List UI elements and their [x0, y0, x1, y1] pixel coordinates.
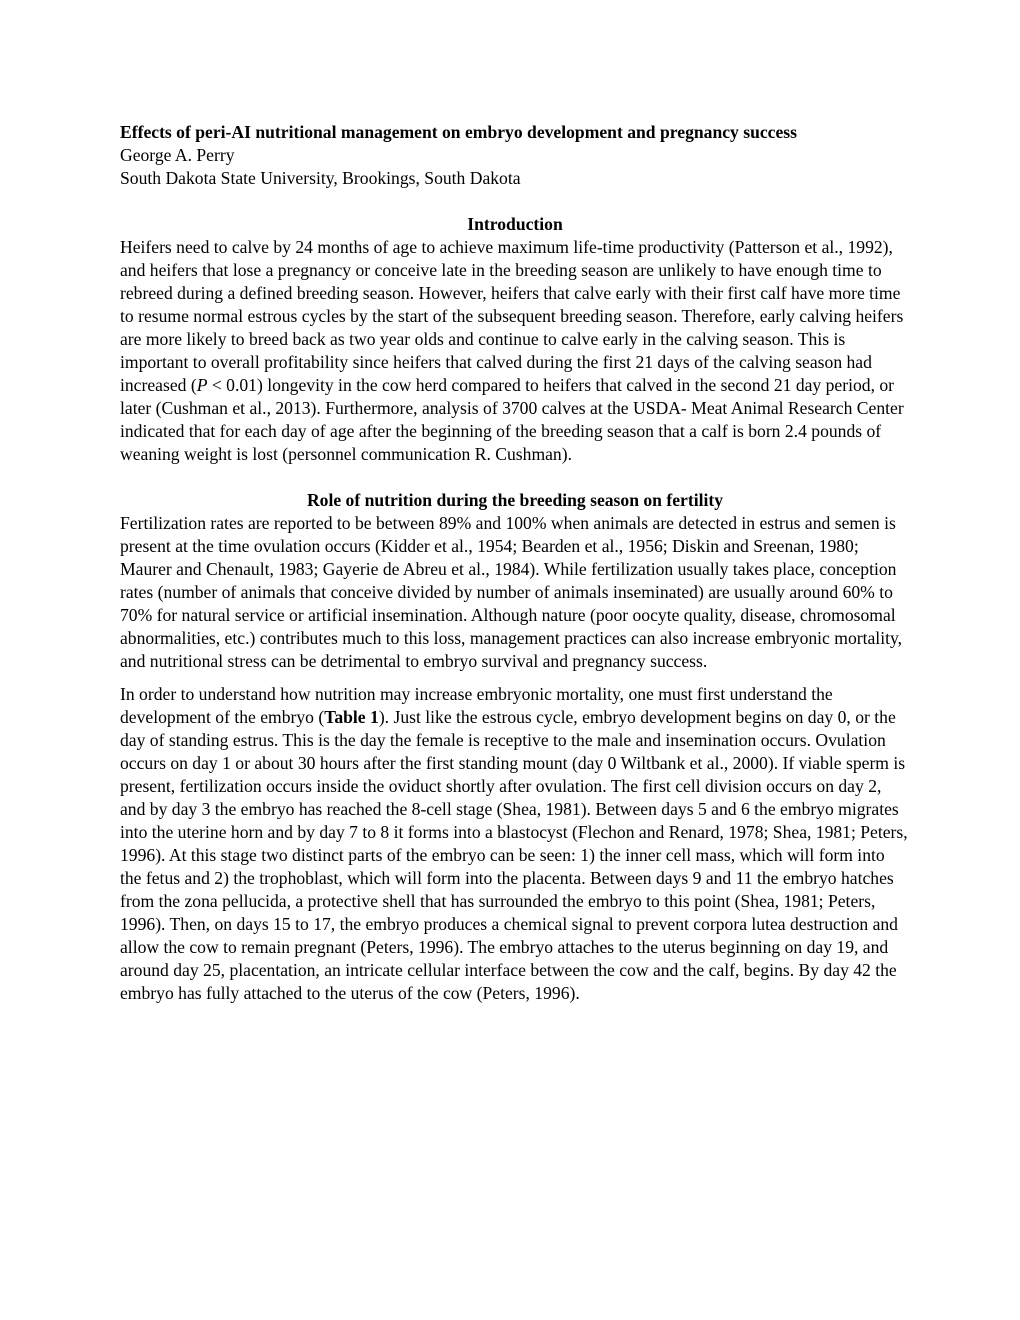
document-page: [120, 121, 910, 1005]
author-affiliation: South Dakota State University, Brookings, South Dakota: [120, 168, 521, 188]
document-title: Effects of peri-AI nutritional management on embryo development and pregnancy success: [120, 122, 797, 142]
introduction-paragraph: [120, 236, 910, 466]
nutrition-section-heading: Role of nutrition during the breeding season on fertility: [306, 490, 724, 510]
introduction-text-part-2: < 0.01) longevity in the cow herd compared to heifers that calved in the second 21 day period, or later (Cushman et al., 2013). Furthermore, analysis of 3700 calves at the USDA- Meat Animal Research Center indicated that for each day of age after the beginning of the breeding season that a calf is born 2.4 pounds of weaning weight is lost (personnel communication R. Cushman).: [120, 375, 904, 464]
table-reference: Table 1: [324, 707, 379, 727]
embryo-text-part-2: ). Just like the estrous cycle, embryo development begins on day 0, or the day of standing estrus. This is the day the female is receptive to the male and insemination occurs. Ovulation occurs on day 1 or about 30 hours after the first standing mount (day 0 Wiltbank et al., 2000). If viable sperm is present, fertilization occurs inside the oviduct shortly after ovulation. The first cell division occurs on day 2, and by day 3 the embryo has reached the 8-cell stage (Shea, 1981). Between days 5 and 6 the embryo migrates into the uterine horn and by day 7 to 8 it forms into a blastocyst (Flechon and Renard, 1978; Shea, 1981; Peters, 1996). At this stage two distinct parts of the embryo can be seen: 1) the inner cell mass, which will form into the fetus and 2) the trophoblast, which will form into the placenta. Between days 9 and 11 the embryo hatches from the zona pellucida, a protective shell that has surrounded the embryo to this point (Shea, 1981; Peters, 1996). Then, on days 15 to 17, the embryo produces a chemical signal to prevent corpora lutea destruction and allow the cow to remain pregnant (Peters, 1996). The embryo attaches to the uterus beginning on day 19, and around day 25, placentation, an intricate cellular interface between the cow and the calf, begins. By day 42 the embryo has fully attached to the uterus of the cow (Peters, 1996).: [120, 707, 908, 1003]
spacer: [120, 673, 910, 683]
embryo-text-part-1: In order to understand how nutrition may increase embryonic mortality, one must first understand the development of the embryo (: [120, 684, 833, 727]
embryo-development-paragraph: [120, 683, 910, 1005]
author-name: George A. Perry: [120, 145, 235, 165]
introduction-text-part-1: Heifers need to calve by 24 months of age to achieve maximum life-time productivity (Patterson et al., 1992), and heifers that lose a pregnancy or conceive late in the breeding season are unlikely to have enough time to rebreed during a defined breeding season. However, heifers that calve early with their first calf have more time to resume normal estrous cycles by the start of the subsequent breeding season. Therefore, early calving heifers are more likely to breed back as two year olds and continue to calve early in the calving season. This is important to overall profitability since heifers that calved during the first 21 days of the calving season had increased (: [120, 237, 904, 395]
fertilization-paragraph: Fertilization rates are reported to be between 89% and 100% when animals are detected in estrus and semen is present at the time ovulation occurs (Kidder et al., 1954; Bearden et al., 1956; Diskin and Sreenan, 1980; Maurer and Chenault, 1983; Gayerie de Abreu et al., 1984). While fertilization usually takes place, conception rates (number of animals that conceive divided by number of animals inseminated) are usually around 60% to 70% for natural service or artificial insemination. Although nature (poor oocyte quality, disease, chromosomal abnormalities, etc.) contributes much to this loss, management practices can also increase embryonic mortality, and nutritional stress can be detrimental to embryo survival and pregnancy success.: [120, 513, 903, 671]
introduction-heading: Introduction: [467, 214, 563, 234]
p-value-symbol: P: [196, 375, 208, 395]
spacer: [120, 190, 910, 213]
spacer: [120, 466, 910, 489]
